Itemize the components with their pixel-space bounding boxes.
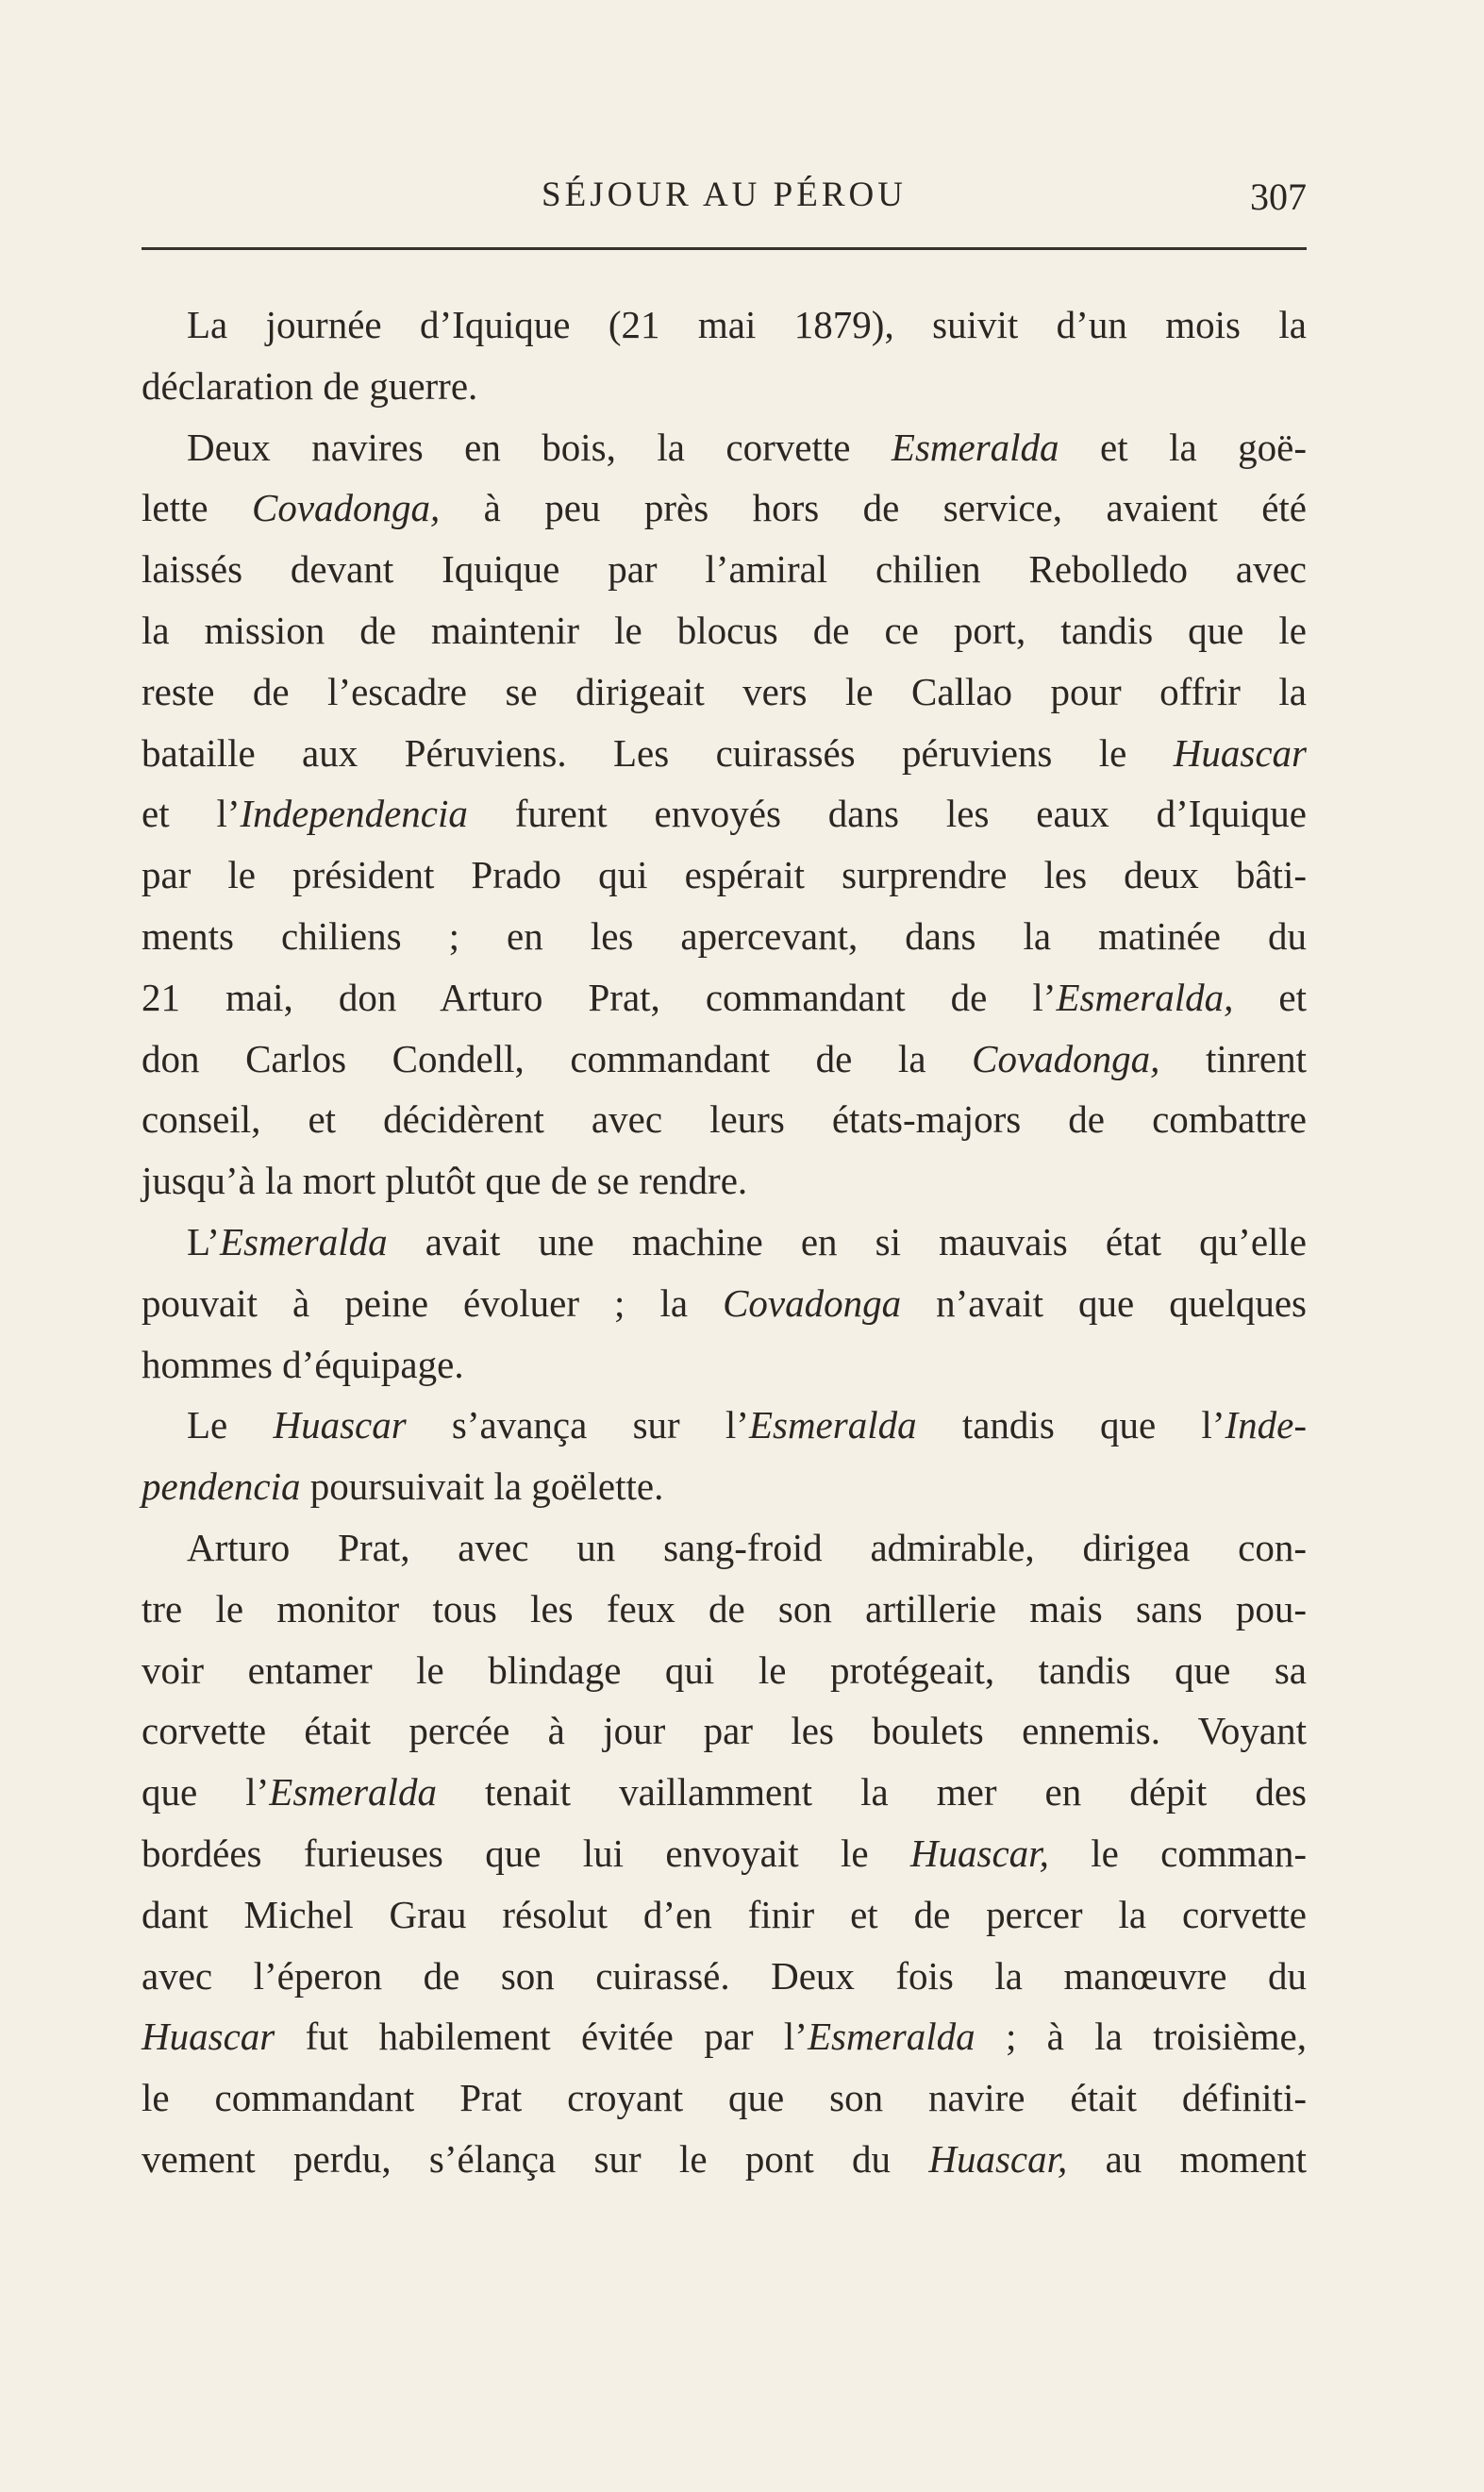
text-segment: jusqu’à la mort plutôt que de se rendre. — [142, 1159, 748, 1203]
text-line — [142, 477, 1307, 539]
text-segment: Le — [187, 1403, 274, 1447]
text-line — [142, 1029, 1307, 1090]
text-segment: ments chiliens ; en les apercevant, dans la matinée du — [142, 913, 1307, 958]
text-segment: et — [1233, 975, 1308, 1019]
text-segment: tre le monitor tous les feux de son artillerie mais sans pou- — [142, 1586, 1307, 1631]
text-segment: voir entamer le blindage qui le protégeait, tandis que sa — [142, 1647, 1307, 1692]
text-segment: avait une machine en si mauvais état qu’elle — [387, 1219, 1307, 1263]
text-segment: conseil, et décidèrent avec leurs états-majors de combattre — [142, 1097, 1307, 1142]
text-line — [142, 661, 1307, 723]
italic-text-segment: Huascar, — [909, 1831, 1049, 1875]
italic-text-segment: Esmeralda — [269, 1770, 437, 1815]
italic-text-segment: Huascar — [1173, 730, 1307, 775]
text-segment: pouvait à peine évoluer ; la — [142, 1280, 724, 1325]
text-segment: laissés devant Iquique par l’amiral chilien Rebolledo avec — [142, 547, 1307, 592]
text-segment: vement perdu, s’élança sur le pont du — [142, 2136, 929, 2181]
text-segment: tandis que l’ — [916, 1403, 1226, 1447]
text-segment: fut habilement évitée par l’ — [275, 2015, 808, 2059]
text-segment: que l’ — [142, 1770, 270, 1815]
text-line — [142, 1456, 1307, 1517]
text-line — [142, 294, 1307, 356]
text-line — [142, 1334, 1307, 1396]
italic-text-segment: Huascar, — [928, 2136, 1068, 2181]
text-segment: à peu près hors de service, avaient été — [440, 486, 1308, 530]
text-segment: tinrent — [1159, 1036, 1307, 1080]
text-segment: tenait vaillamment la mer en dépit des — [436, 1770, 1307, 1815]
text-segment: bataille aux Péruviens. Les cuirassés péruviens le — [142, 730, 1174, 775]
text-segment: par le président Prado qui espérait surprendre les deux bâti- — [142, 853, 1307, 897]
text-segment: furent envoyés dans les eaux d’Iquique — [467, 792, 1307, 836]
italic-text-segment: Huascar — [273, 1403, 407, 1447]
text-line — [142, 1273, 1307, 1334]
italic-text-segment: Esmeralda — [891, 425, 1059, 469]
text-segment: Arturo Prat, avec un sang-froid admirable, dirigea con- — [187, 1525, 1307, 1569]
text-line — [142, 1700, 1307, 1762]
text-line — [142, 600, 1307, 661]
text-line — [142, 1823, 1307, 1884]
italic-text-segment: Independencia — [240, 792, 468, 836]
body-text — [142, 294, 1307, 2190]
italic-text-segment: Esmeralda — [219, 1219, 388, 1263]
text-line — [142, 967, 1307, 1029]
text-segment: n’avait que quelques — [901, 1280, 1307, 1325]
text-line — [142, 356, 1307, 417]
text-line — [142, 1762, 1307, 1823]
text-line — [142, 723, 1307, 784]
text-line — [142, 1212, 1307, 1273]
italic-text-segment: Covadonga, — [251, 486, 441, 530]
text-line — [142, 539, 1307, 600]
header-rule — [142, 247, 1307, 250]
text-line — [142, 1640, 1307, 1701]
text-line — [142, 2129, 1307, 2190]
text-line — [142, 906, 1307, 967]
italic-text-segment: Esmeralda — [807, 2015, 975, 2059]
text-segment: La journée d’Iquique (21 mai 1879), suivit d’un mois la — [187, 303, 1307, 346]
text-segment: don Carlos Condell, commandant de la — [142, 1036, 973, 1080]
text-segment: le commandant Prat croyant que son navire était définiti- — [142, 2076, 1307, 2120]
page-number: 307 — [1250, 176, 1307, 218]
text-segment: déclaration de guerre. — [142, 363, 478, 408]
page-header — [142, 175, 1307, 231]
text-segment: Deux navires en bois, la corvette — [187, 425, 892, 469]
italic-text-segment: pendencia — [142, 1464, 301, 1509]
text-line — [142, 1884, 1307, 1946]
text-line — [142, 417, 1307, 478]
text-segment: dant Michel Grau résolut d’en finir et de percer la corvette — [142, 1892, 1307, 1936]
text-line — [142, 1946, 1307, 2007]
text-segment: la mission de maintenir le blocus de ce port, tandis que le — [142, 608, 1307, 652]
text-segment: corvette était percée à jour par les boulets ennemis. Voyant — [142, 1709, 1307, 1753]
text-segment: lette — [142, 486, 252, 530]
text-segment: L’ — [187, 1219, 220, 1263]
text-line — [142, 845, 1307, 906]
italic-text-segment: Esmeralda, — [1056, 975, 1234, 1019]
text-line — [142, 2006, 1307, 2067]
text-segment: s’avança sur l’ — [406, 1403, 749, 1447]
text-line — [142, 1517, 1307, 1579]
text-line — [142, 1395, 1307, 1456]
running-title: SÉJOUR AU PÉROU — [542, 176, 907, 214]
text-line — [142, 1089, 1307, 1150]
italic-text-segment: Huascar — [142, 2015, 275, 2059]
text-line — [142, 1579, 1307, 1640]
italic-text-segment: Covadonga, — [972, 1036, 1160, 1080]
text-segment: avec l’éperon de son cuirassé. Deux fois la manœuvre du — [142, 1953, 1307, 1998]
text-segment: et l’ — [142, 792, 241, 836]
text-segment: ; à la troisième, — [975, 2015, 1307, 2059]
italic-text-segment: Inde- — [1225, 1403, 1307, 1447]
text-segment: au moment — [1067, 2136, 1307, 2181]
text-segment: hommes d’équipage. — [142, 1342, 464, 1386]
text-segment: 21 mai, don Arturo Prat, commandant de l’ — [142, 975, 1057, 1019]
text-segment: le comman- — [1048, 1831, 1307, 1875]
italic-text-segment: Esmeralda — [748, 1403, 917, 1447]
text-segment: poursuivait la goëlette. — [300, 1464, 664, 1509]
text-segment: bordées furieuses que lui envoyait le — [142, 1831, 910, 1875]
italic-text-segment: Covadonga — [723, 1280, 902, 1325]
text-segment: et la goë- — [1059, 425, 1307, 469]
text-line — [142, 2067, 1307, 2129]
text-line — [142, 783, 1307, 845]
text-segment: reste de l’escadre se dirigeait vers le Callao pour offrir la — [142, 669, 1307, 713]
text-line — [142, 1150, 1307, 1212]
